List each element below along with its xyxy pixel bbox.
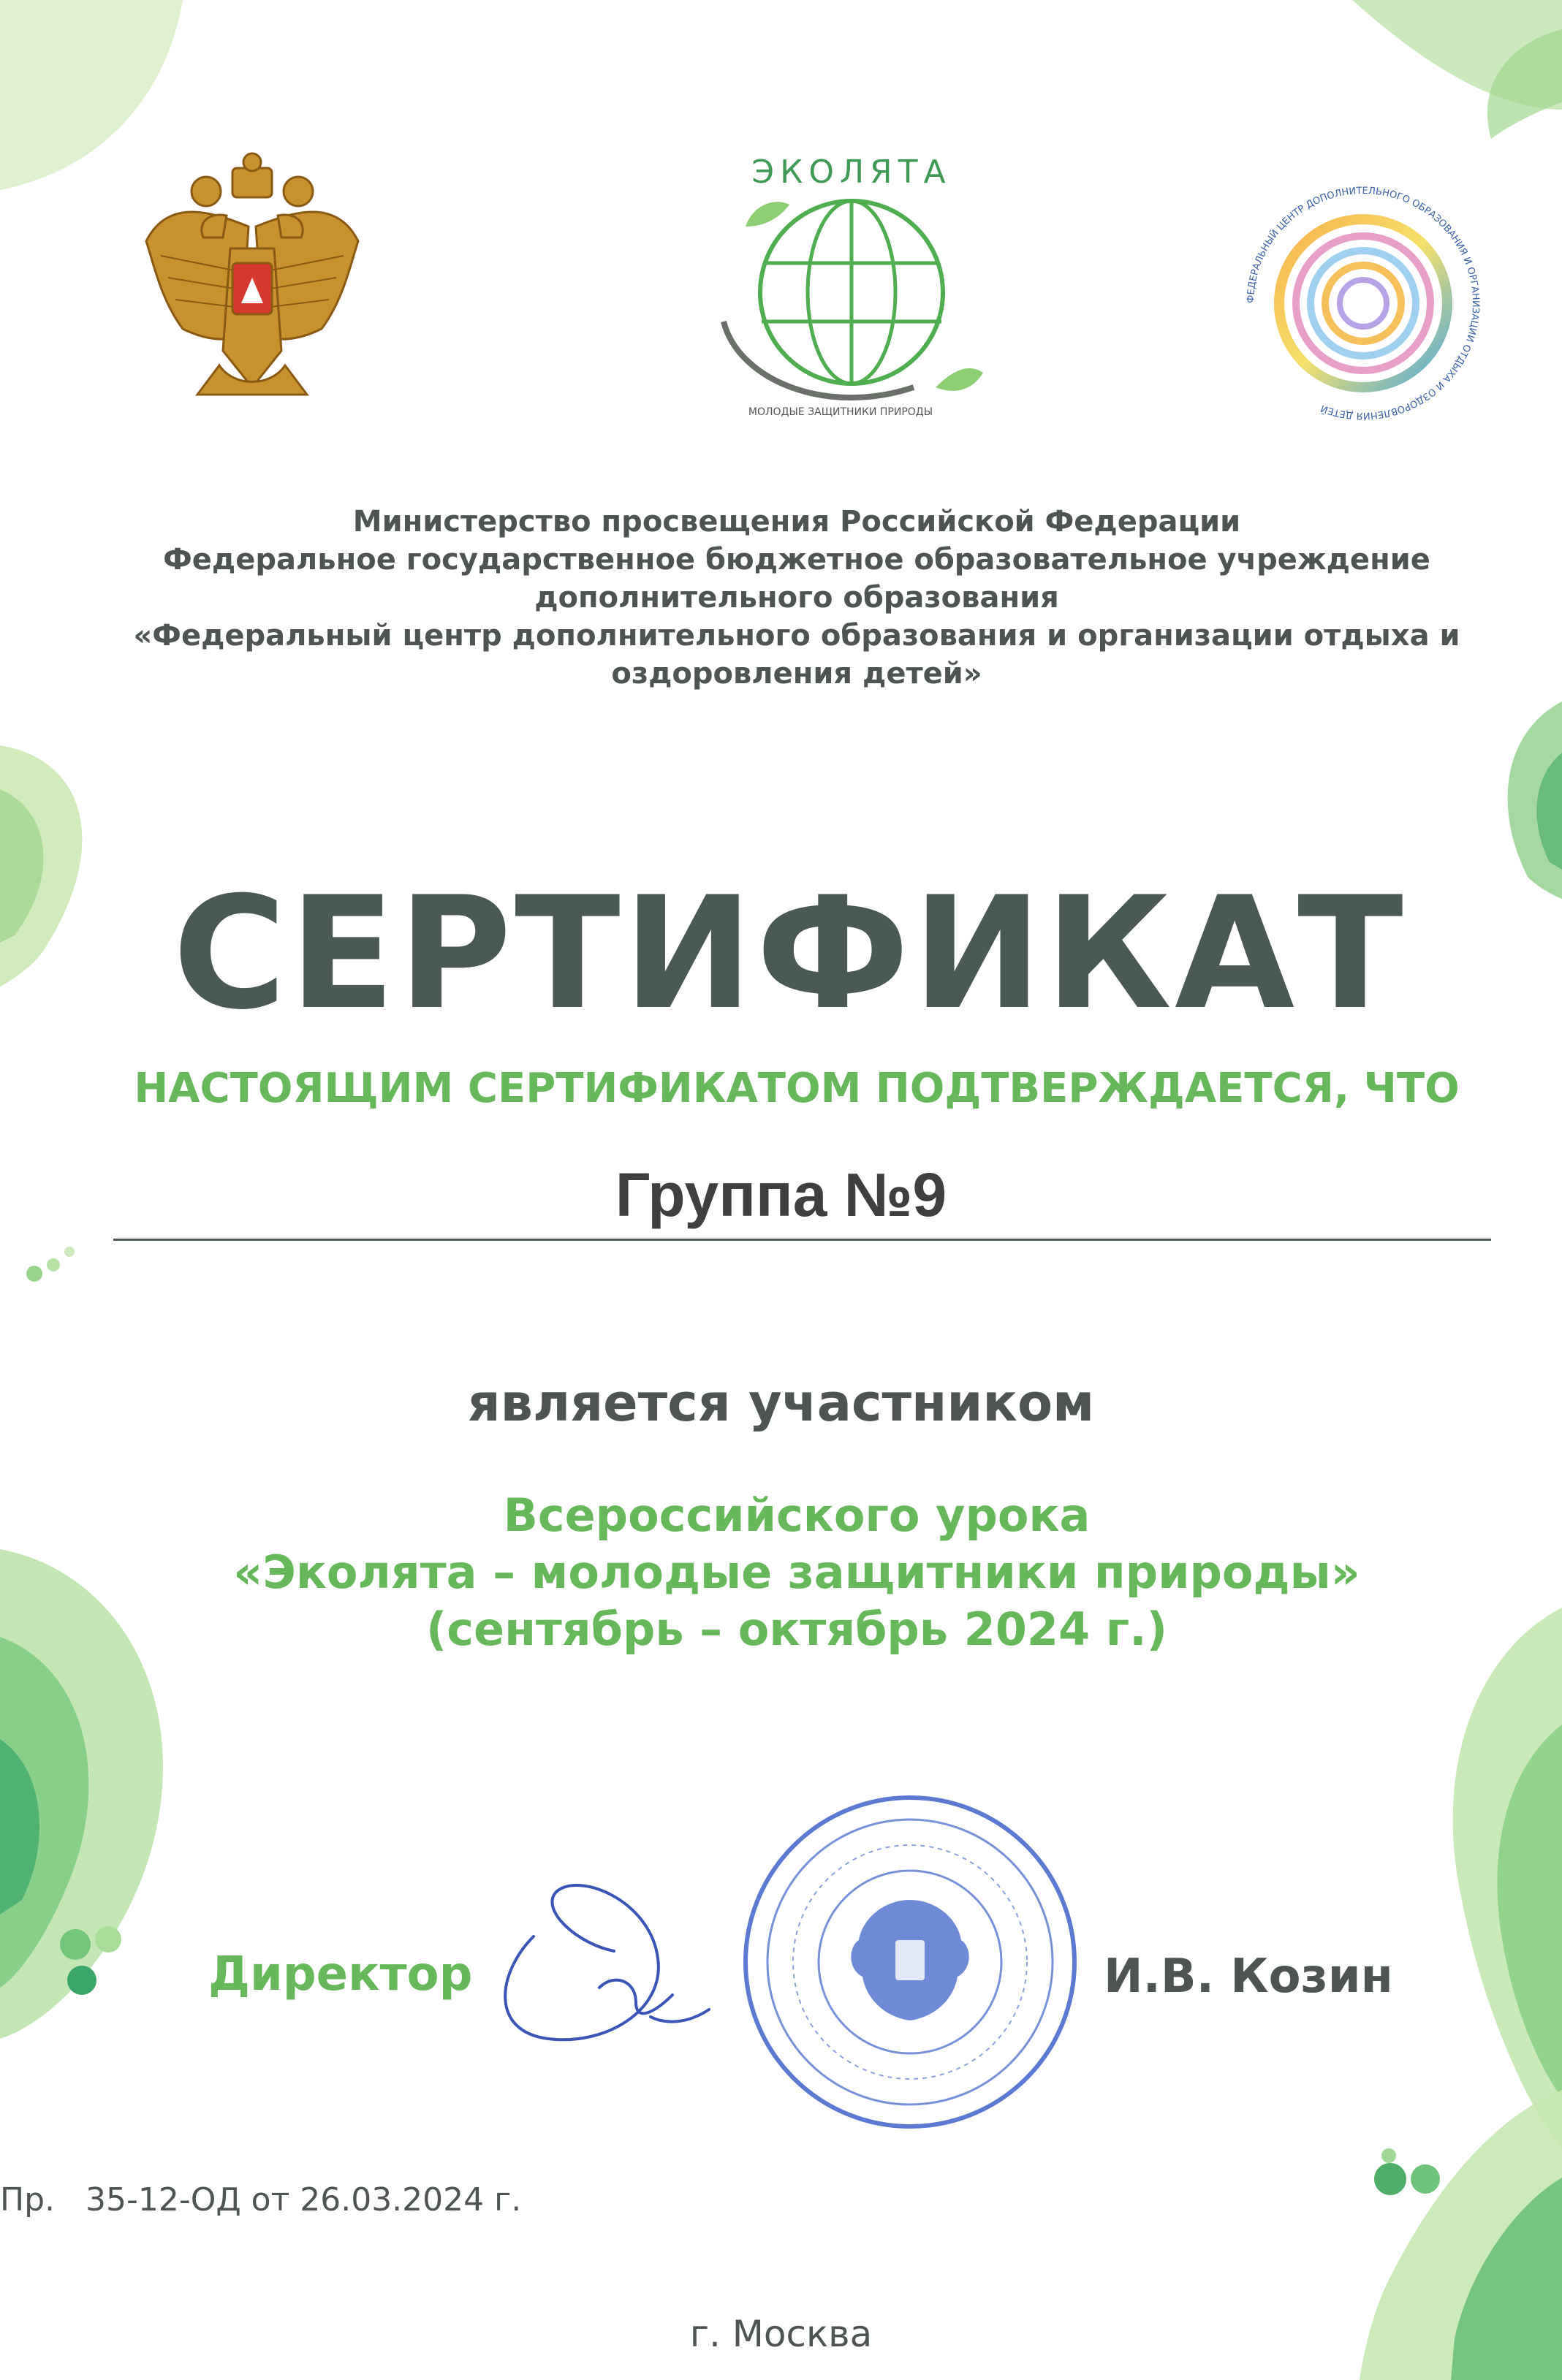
- official-stamp: [738, 1790, 1082, 2134]
- org-line: «Федеральный центр дополнительного образования и организации отдыха и: [133, 619, 1460, 653]
- state-emblem-logo: [139, 146, 365, 409]
- director-name: И.В. Козин: [1104, 1950, 1393, 2004]
- dot: [1381, 2148, 1396, 2163]
- event-line: «Эколята – молодые защитники природы»: [233, 1546, 1360, 1599]
- dot: [1374, 2163, 1406, 2195]
- recipient-underline: [113, 1239, 1491, 1241]
- fcdo-ring-text: ФЕДЕРАЛЬНЫЙ ЦЕНТР ДОПОЛНИТЕЛЬНОГО ОБРАЗОВАНИЯ И ОРГАНИЗАЦИИ ОТДЫХА И ОЗДОРОВЛЕНИЯ ДЕТЕЙ: [1245, 185, 1482, 422]
- dot: [60, 1929, 91, 1960]
- dot: [1411, 2164, 1440, 2194]
- ekolyata-logo: [694, 146, 1001, 424]
- organization-block: [88, 503, 1506, 693]
- ekolyata-logo-tagline: МОЛОДЫЕ ЗАЩИТНИКИ ПРИРОДЫ: [748, 406, 933, 418]
- dot: [47, 1258, 60, 1271]
- double-headed-eagle-icon: [139, 146, 365, 409]
- org-line: Министерство просвещения Российской Федерации: [352, 505, 1241, 539]
- certificate-title: СЕРТИФИКАТ: [172, 863, 1406, 1043]
- dot: [64, 1247, 75, 1257]
- dot: [26, 1266, 42, 1282]
- org-line: дополнительного образования: [534, 581, 1059, 615]
- org-line: Федеральное государственное бюджетное образовательное учреждение: [163, 543, 1430, 577]
- handwritten-signature: [468, 1841, 731, 2061]
- org-line: оздоровления детей»: [611, 657, 982, 691]
- recipient-name: Группа №9: [615, 1160, 947, 1229]
- fcdo-logo: [1243, 183, 1484, 424]
- director-label: Директор: [208, 1947, 473, 2001]
- order-reference: Пр. 35-12-ОД от 26.03.2024 г.: [0, 2181, 522, 2219]
- participation-role: является участником: [467, 1373, 1095, 1433]
- certificate-subtitle: НАСТОЯЩИМ СЕРТИФИКАТОМ ПОДТВЕРЖДАЕТСЯ, ЧТО: [134, 1065, 1460, 1112]
- event-line: Всероссийского урока: [503, 1489, 1091, 1542]
- event-line: (сентябрь – октябрь 2024 г.): [425, 1602, 1168, 1656]
- dot: [67, 1966, 96, 1995]
- city-label: г. Москва: [689, 2313, 873, 2355]
- ekolyata-logo-title: ЭКОЛЯТА: [751, 153, 952, 191]
- dot: [95, 1926, 121, 1953]
- event-block: [102, 1487, 1491, 1658]
